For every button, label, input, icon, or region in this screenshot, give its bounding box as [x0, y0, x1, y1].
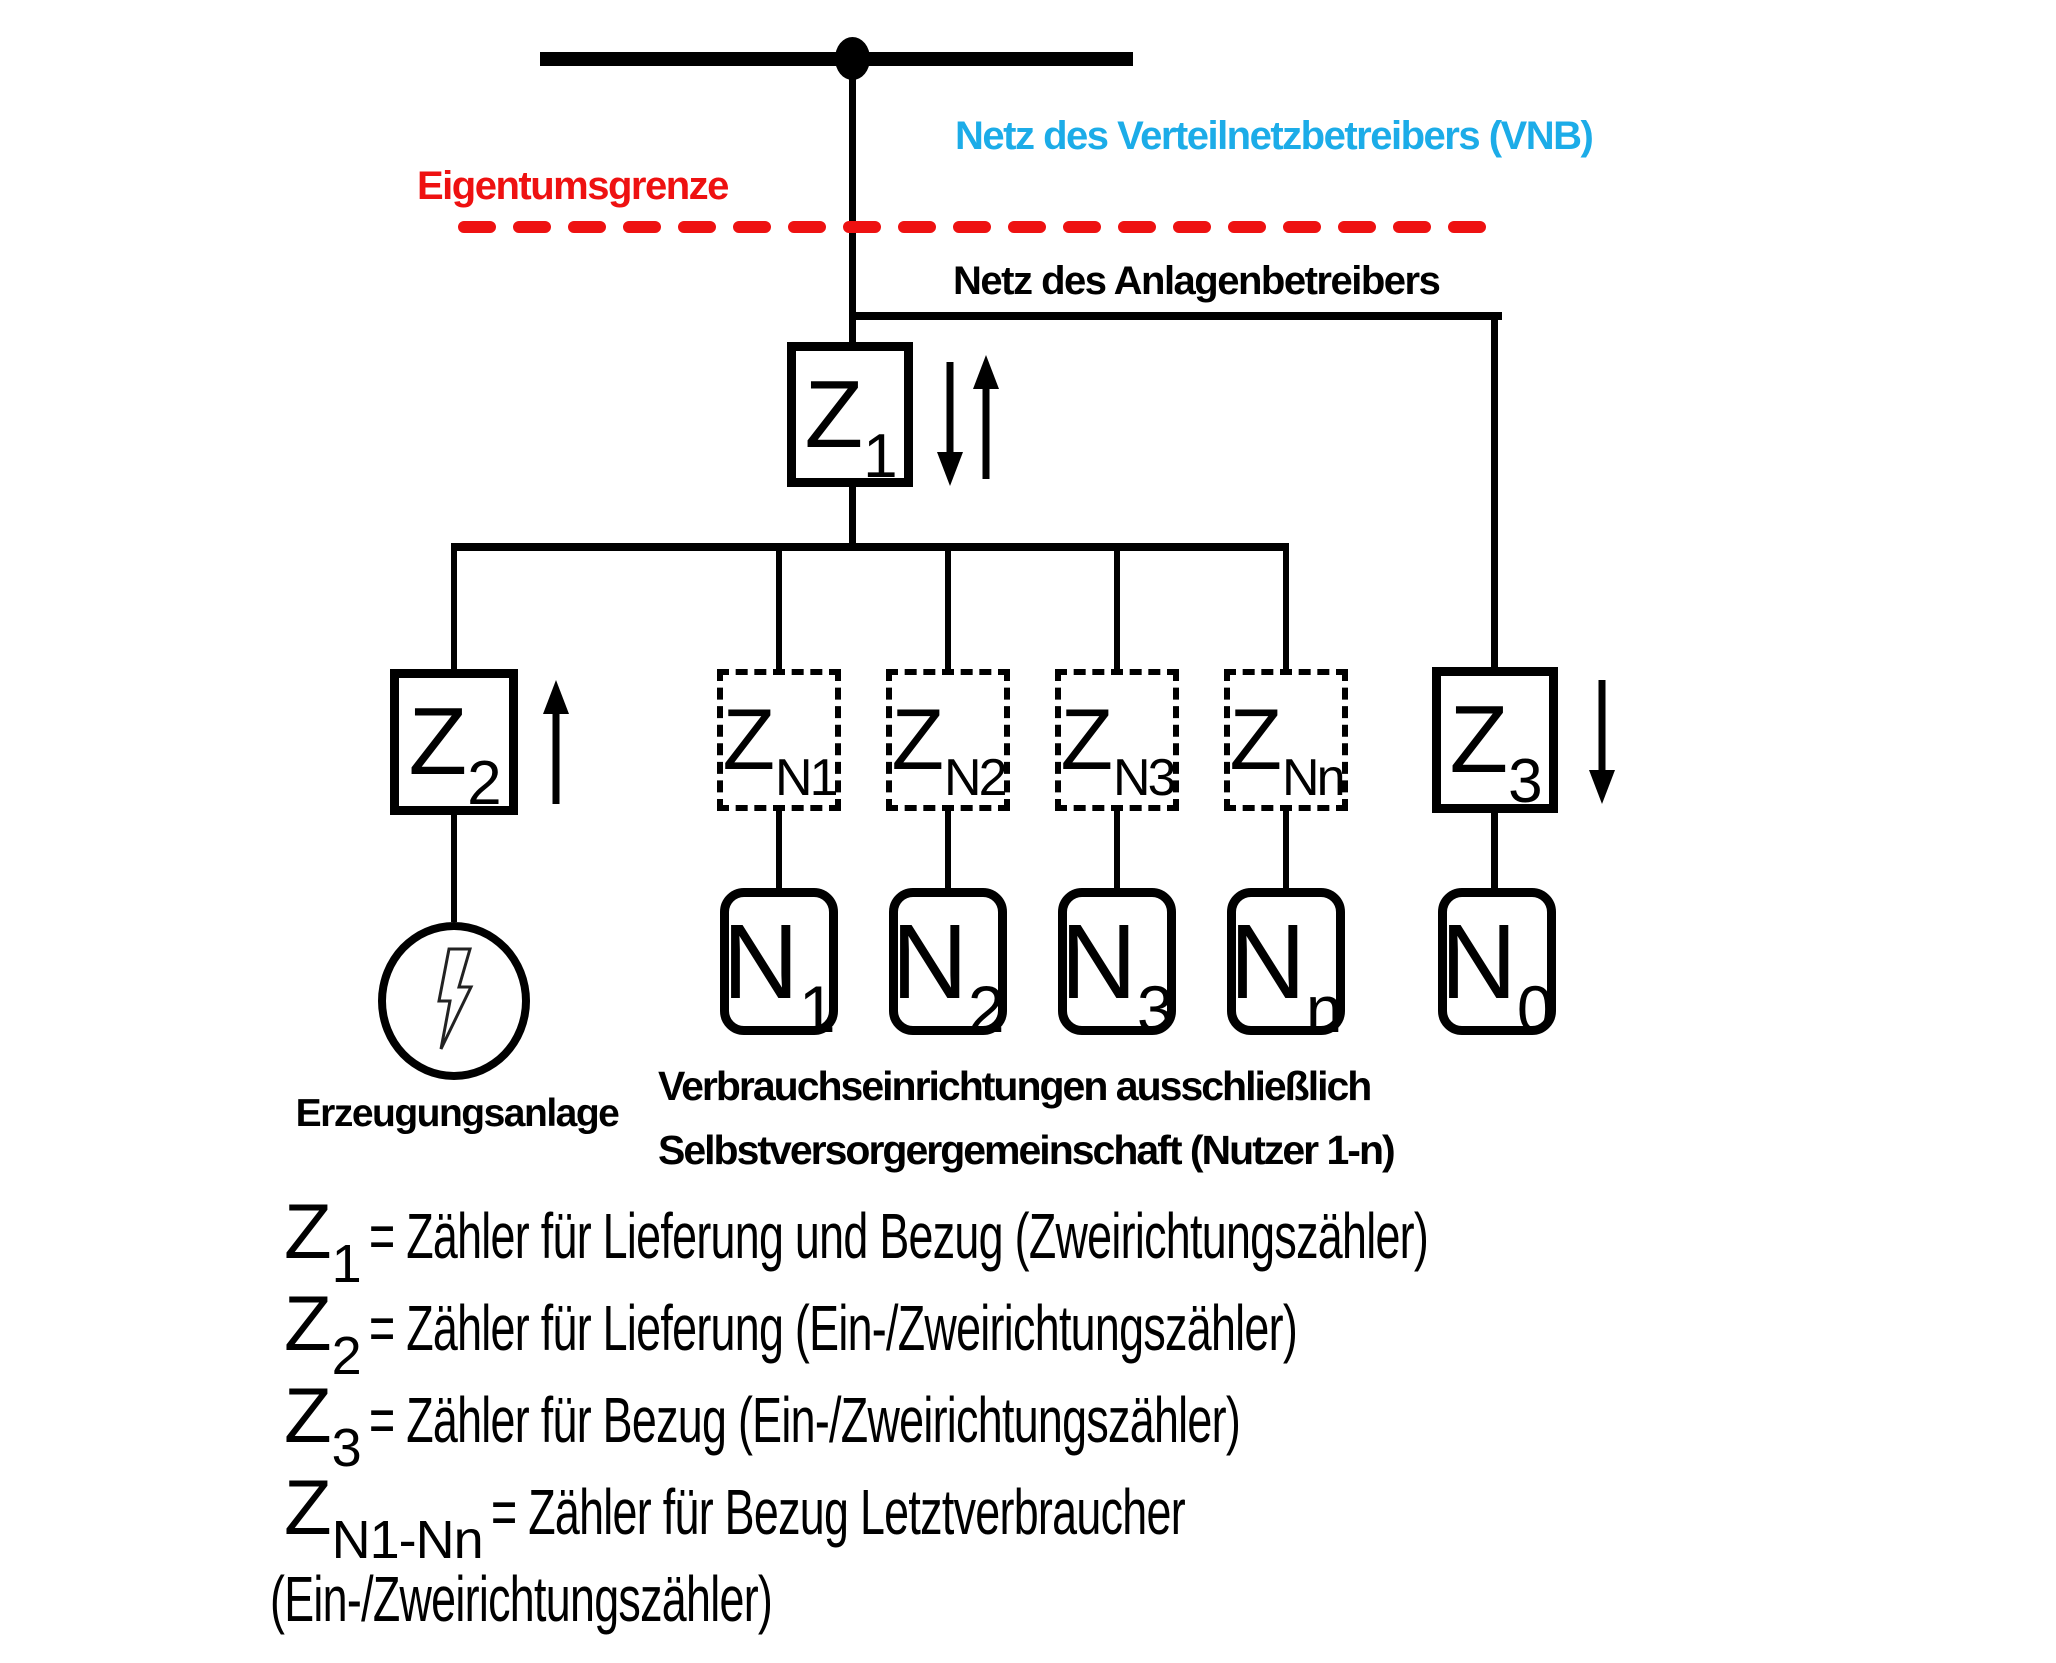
z1-to-bar-line: [849, 487, 856, 547]
consumption-caption: [658, 1054, 1394, 1182]
lightning-icon: [431, 947, 479, 1053]
consumption-caption-line2: Selbstversorgergemeinschaft (Nutzer 1-n): [658, 1127, 1394, 1173]
consumer-nn-label: Nn: [1229, 902, 1343, 1046]
meter-zn3-box: [1055, 669, 1179, 811]
generation-plant-label: Erzeugungsanlage: [295, 1092, 619, 1135]
legend-line-zn-cont: [270, 1553, 987, 1663]
consumer-n1-box: [720, 888, 838, 1046]
legend-z1-subscript: 1: [331, 1234, 361, 1294]
legend-zn-text-continued: (Ein-/Zweirichtungszähler): [270, 1563, 773, 1635]
operator-network-label: Netz des Anlagenbetreibers: [953, 259, 1440, 303]
z2-up-arrow-icon: [542, 680, 570, 804]
consumer-nn-box: [1227, 888, 1345, 1046]
legend-zn-subscript: N1-Nn: [331, 1510, 483, 1570]
legend-zn-symbol: Z: [284, 1463, 332, 1551]
meter-z3-label: Z3: [1449, 686, 1541, 816]
zn1-to-n1-line: [776, 811, 782, 888]
meter-znn-box: [1224, 669, 1348, 811]
meter-z3-box: [1432, 667, 1558, 816]
z1-up-arrow-icon: [972, 355, 1000, 479]
consumer-n0-label: N0: [1440, 902, 1554, 1046]
ownership-boundary-label: Eigentumsgrenze: [417, 164, 728, 208]
z3-down-arrow-icon: [1588, 680, 1616, 804]
z3-feed-line: [1491, 312, 1498, 667]
ownership-boundary-dashed-line: [456, 219, 1512, 235]
meter-znn-label: ZNn: [1229, 692, 1343, 807]
consumer-n1-label: N1: [722, 902, 836, 1046]
legend-z2-text: = Zähler für Lieferung (Ein-/Zweirichtungszähler): [368, 1292, 1297, 1364]
meter-zn2-box: [886, 669, 1010, 811]
consumer-n3-box: [1058, 888, 1176, 1046]
z2-to-generator-line: [451, 815, 457, 922]
consumer-n3-label: N3: [1060, 902, 1174, 1046]
drop-line-z2: [451, 549, 457, 669]
drop-line-zn2: [945, 549, 951, 669]
legend-zn-text: = Zähler für Bezug Letztverbraucher: [490, 1476, 1185, 1548]
znn-to-nn-line: [1283, 811, 1289, 888]
legend-z3-symbol: Z: [284, 1371, 332, 1459]
meter-z1-label: Z1: [804, 360, 896, 491]
consumer-n0-box: [1438, 888, 1556, 1046]
zn2-to-n2-line: [945, 811, 951, 888]
operator-branch-line: [852, 312, 1502, 320]
legend-z2-symbol: Z: [284, 1279, 332, 1367]
drop-line-zn1: [776, 549, 782, 669]
meter-z2-box: [390, 669, 518, 818]
legend-z1-symbol: Z: [284, 1187, 332, 1275]
meter-zn1-label: ZN1: [722, 692, 836, 807]
service-drop-line: [849, 58, 856, 342]
meter-zn1-box: [717, 669, 841, 811]
meter-zn3-label: ZN3: [1060, 692, 1174, 807]
legend-z1-text: = Zähler für Lieferung und Bezug (Zweirichtungszähler): [368, 1200, 1428, 1272]
distribution-bar: [451, 543, 1289, 551]
z1-down-arrow-icon: [936, 362, 964, 486]
consumer-n2-box: [889, 888, 1007, 1046]
meter-zn2-label: ZN2: [891, 692, 1005, 807]
z3-to-n0-line: [1491, 813, 1498, 888]
legend-z3-text: = Zähler für Bezug (Ein-/Zweirichtungszähler): [368, 1384, 1240, 1456]
consumption-caption-line1: Verbrauchseinrichtungen ausschließlich: [658, 1063, 1371, 1109]
drop-line-znn: [1283, 549, 1289, 669]
legend-z3-subscript: 3: [331, 1418, 361, 1478]
zn3-to-n3-line: [1114, 811, 1120, 888]
consumer-n2-label: N2: [891, 902, 1005, 1046]
drop-line-zn3: [1114, 549, 1120, 669]
vnb-network-label: Netz des Verteilnetzbetreibers (VNB): [955, 114, 1593, 158]
meter-z1-box: [787, 342, 913, 491]
legend-z2-subscript: 2: [331, 1326, 361, 1386]
meter-z2-label: Z2: [408, 688, 500, 818]
